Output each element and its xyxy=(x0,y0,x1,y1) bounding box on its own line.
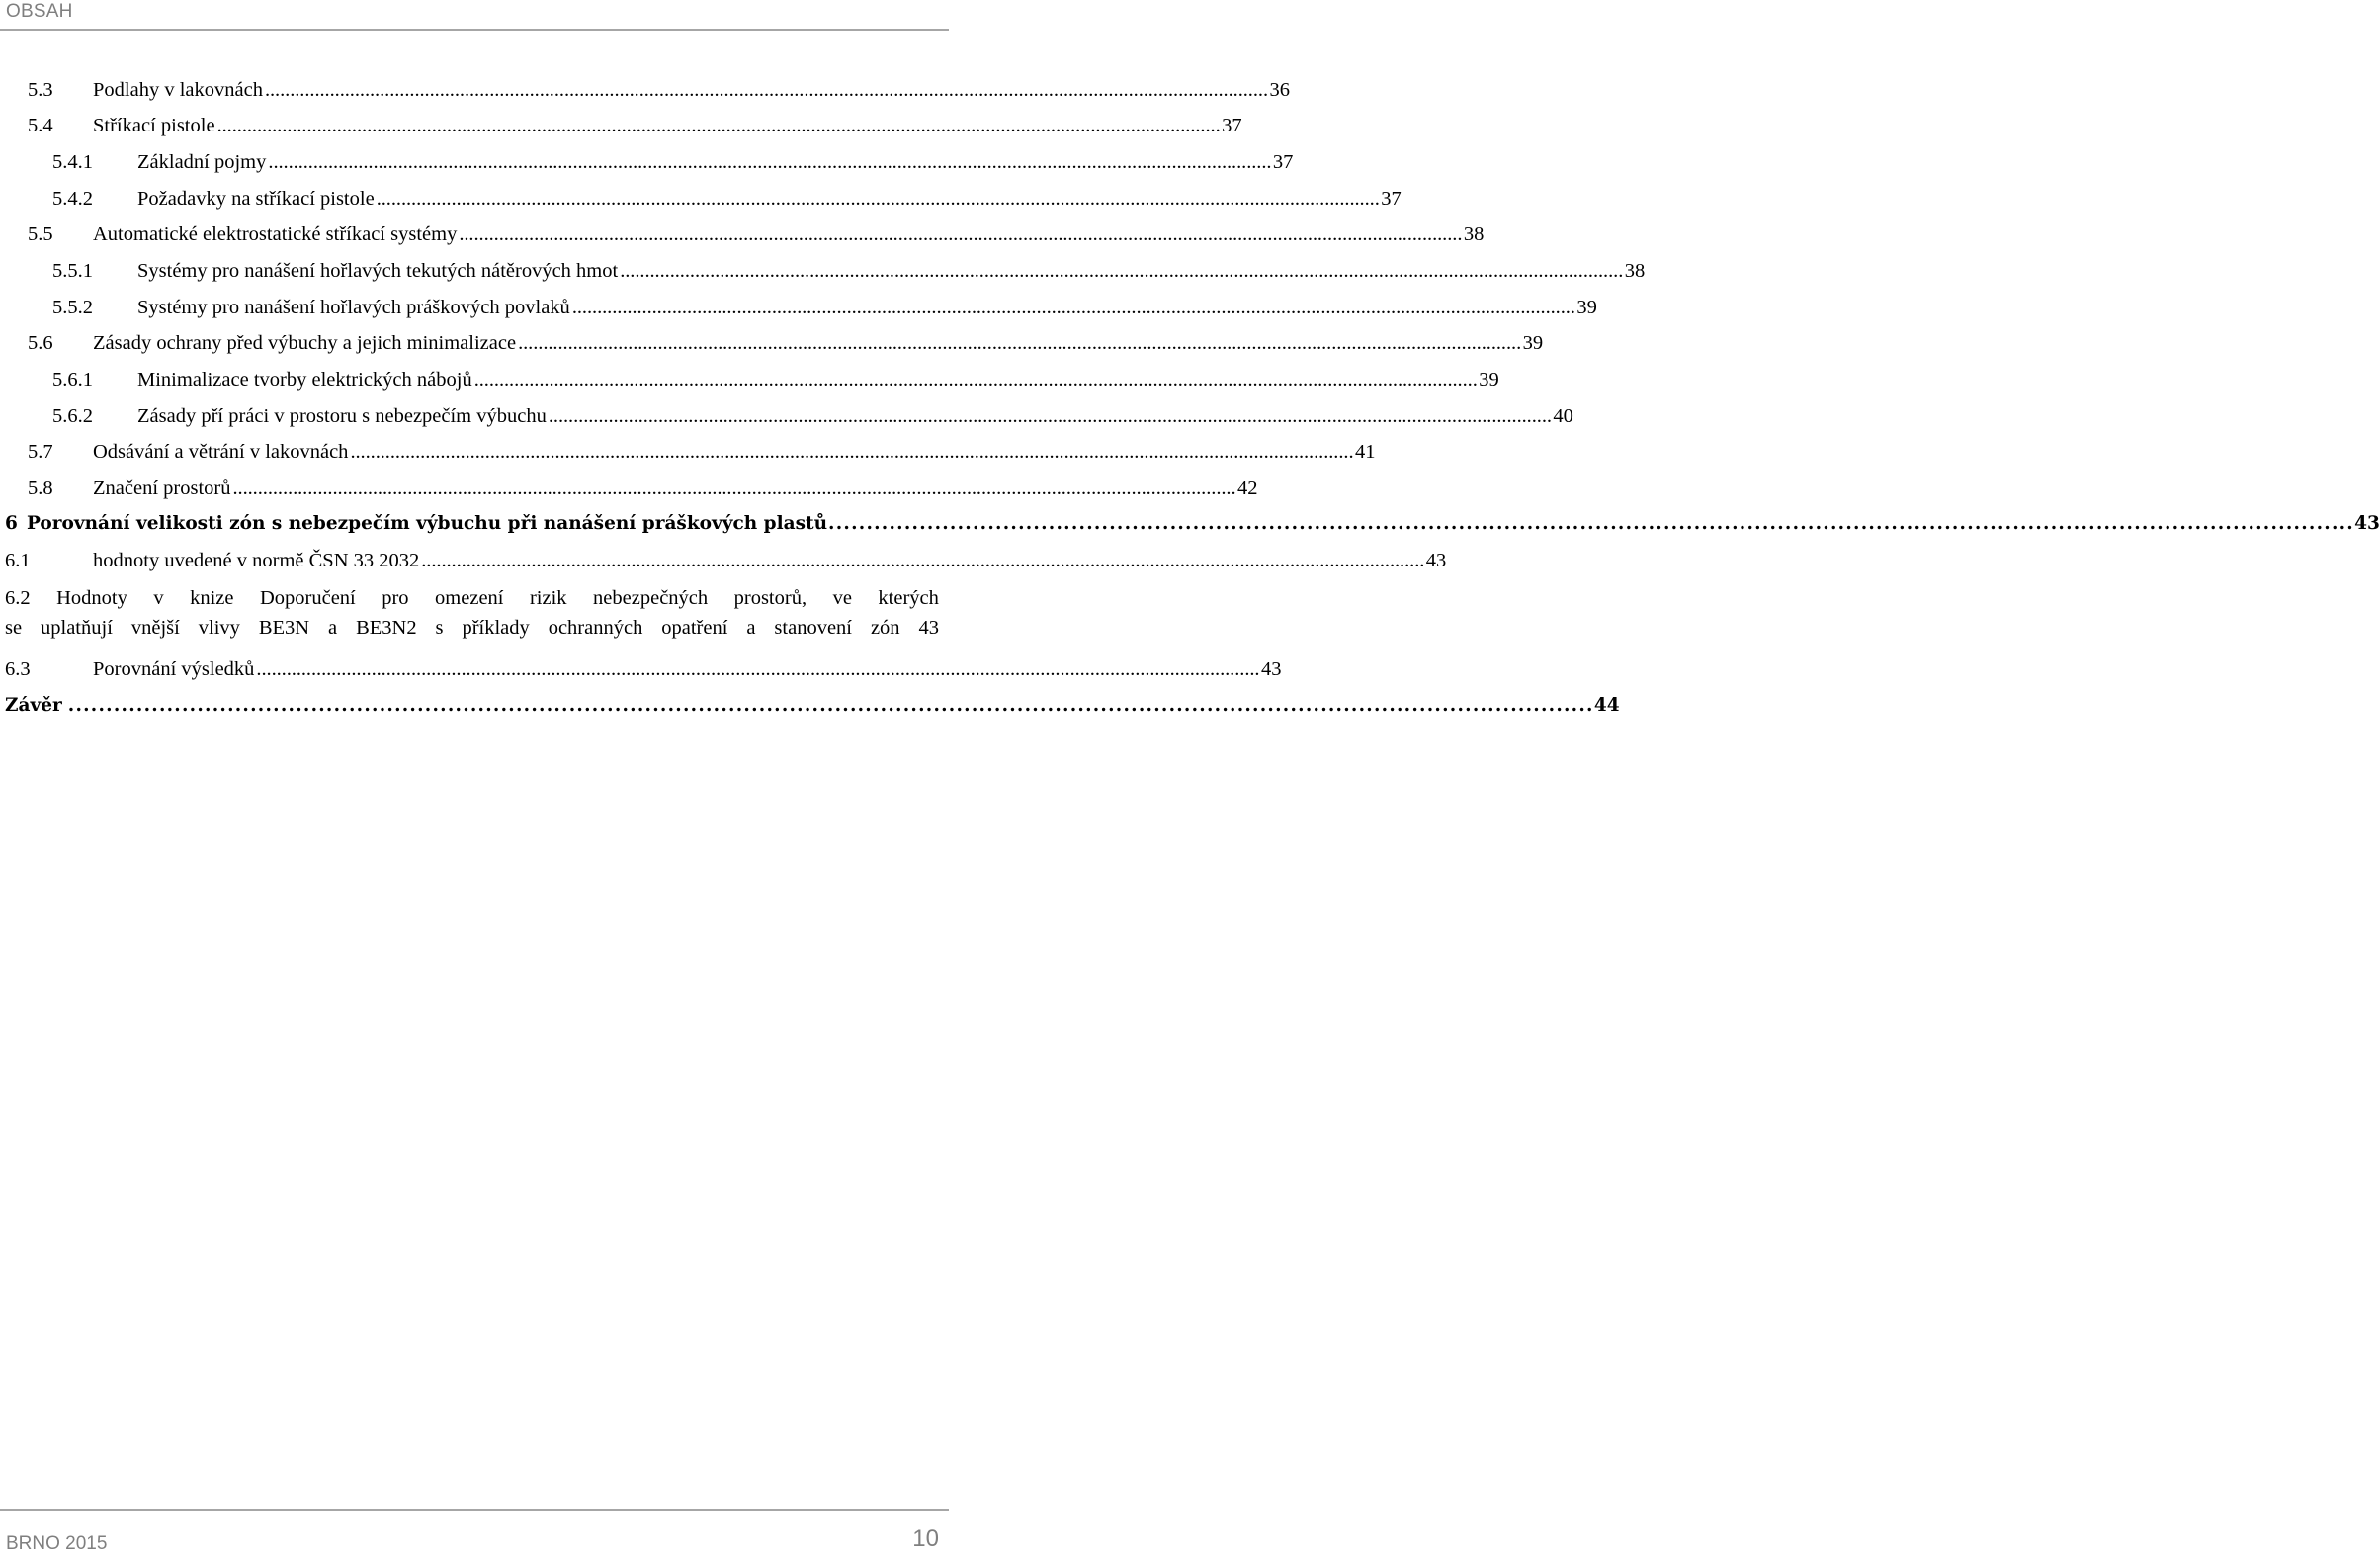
toc-page: 44 xyxy=(1593,695,1620,716)
toc-page: 41 xyxy=(1354,441,1376,463)
toc-number: 5.5.2 xyxy=(52,297,93,318)
toc-word: omezení xyxy=(435,587,504,609)
toc-title: Porovnání velikosti zón s nebezpečím výbuchu při nanášení práškových plastů xyxy=(27,513,828,534)
toc-number: 5.4.1 xyxy=(52,151,93,173)
toc-leader xyxy=(572,293,1573,322)
toc-entry-5-6-1[interactable] xyxy=(52,365,1499,394)
toc-page: 43 xyxy=(1260,658,1282,680)
toc-word: vnější xyxy=(130,617,180,639)
toc-page: 43 xyxy=(2354,513,2380,534)
toc-entry-line-2 xyxy=(5,613,939,643)
toc-entry-zaver[interactable] xyxy=(5,691,1620,721)
toc-word: BE3N2 xyxy=(356,617,417,639)
toc-leader xyxy=(421,546,1422,575)
footer-place-year: BRNO 2015 xyxy=(6,1533,108,1554)
toc-page: 39 xyxy=(1479,369,1499,391)
toc-word: prostorů, xyxy=(733,587,808,609)
toc-title: Systémy pro nanášení hořlavých tekutých nátěrových hmot xyxy=(137,260,619,282)
toc-entry-5-5-1[interactable] xyxy=(52,256,1646,286)
toc-word: a xyxy=(328,617,338,639)
toc-number: 6 xyxy=(5,513,18,534)
toc-title: Automatické elektrostatické stříkací systémy xyxy=(93,223,458,245)
toc-title: Stříkací pistole xyxy=(93,115,215,136)
toc-page: 37 xyxy=(1381,188,1402,210)
toc-number: 6.3 xyxy=(5,658,31,680)
toc-word: uplatňují xyxy=(41,617,113,639)
toc-word: ve xyxy=(832,587,852,609)
toc-leader xyxy=(549,401,1550,431)
toc-page: 43 xyxy=(918,617,939,639)
toc-title: Zásady ochrany před výbuchy a jejich minimalizace xyxy=(93,332,517,354)
toc-number: 5.7 xyxy=(28,441,53,463)
toc-page: 37 xyxy=(1222,115,1242,136)
toc-leader xyxy=(474,365,1476,394)
toc-number: 5.4 xyxy=(28,115,53,136)
toc-number: 5.8 xyxy=(28,478,53,499)
toc-leader xyxy=(350,437,1351,467)
toc-title: Odsávání a větrání v lakovnách xyxy=(93,441,349,463)
toc-title: Podlahy v lakovnách xyxy=(93,79,263,101)
toc-word: pro xyxy=(382,587,409,609)
toc-page: 40 xyxy=(1553,405,1573,427)
toc-word: knize xyxy=(190,587,234,609)
toc-title: Základní pojmy xyxy=(137,151,267,173)
toc-entry-6-3[interactable] xyxy=(5,654,1282,684)
toc-entry-5-5-2[interactable] xyxy=(52,293,1597,322)
toc-entry-5-4-2[interactable] xyxy=(52,184,1402,214)
footer-page-number: 10 xyxy=(912,1525,939,1552)
toc-page: 36 xyxy=(1269,79,1290,101)
toc-word: příklady xyxy=(462,617,530,639)
toc-entry-5-4[interactable] xyxy=(28,111,1242,140)
toc-page: 37 xyxy=(1272,151,1294,173)
toc-number: 5.6.1 xyxy=(52,369,93,391)
header-rule xyxy=(0,29,949,31)
toc-number: 6.2 xyxy=(5,587,31,609)
toc-title: Zásady pří práci v prostoru s nebezpečím výbuchu xyxy=(137,405,547,427)
toc-number: 5.6 xyxy=(28,332,53,354)
toc-leader xyxy=(828,509,2350,539)
toc-word: nebezpečných xyxy=(593,587,709,609)
toc-entry-5-5[interactable] xyxy=(28,219,1485,249)
toc-number: 6.1 xyxy=(5,550,31,571)
toc-page: 39 xyxy=(1522,332,1544,354)
toc-leader xyxy=(256,654,1257,684)
toc-word: a xyxy=(746,617,756,639)
toc-word: Doporučení xyxy=(259,587,356,609)
toc-word: se xyxy=(5,617,23,639)
toc-page: 42 xyxy=(1237,478,1258,499)
toc-entry-6-2[interactable] xyxy=(5,583,939,643)
toc-entry-6-1[interactable] xyxy=(5,546,1447,575)
toc-word: vlivy xyxy=(198,617,240,639)
toc-word: v xyxy=(153,587,164,609)
toc-word: zón xyxy=(870,617,900,639)
toc-leader xyxy=(377,184,1378,214)
toc-number: 5.6.2 xyxy=(52,405,93,427)
toc-entry-line-1 xyxy=(5,583,939,613)
toc-word: BE3N xyxy=(258,617,310,639)
toc-leader xyxy=(518,328,1519,358)
toc-leader xyxy=(217,111,1219,140)
toc-word: rizik xyxy=(529,587,567,609)
toc-page: 39 xyxy=(1576,297,1597,318)
toc-title: Porovnání výsledků xyxy=(93,658,255,680)
toc-word: kterých xyxy=(878,587,939,609)
toc-leader xyxy=(620,256,1621,286)
toc-entry-5-7[interactable] xyxy=(28,437,1376,467)
toc-word: stanovení xyxy=(774,617,852,639)
toc-entry-5-4-1[interactable] xyxy=(52,147,1294,177)
toc-word: Hodnoty xyxy=(56,587,128,609)
toc-leader xyxy=(265,75,1266,105)
toc-number: 5.4.2 xyxy=(52,188,93,210)
toc-entry-6[interactable] xyxy=(5,509,2380,539)
toc-number: 5.3 xyxy=(28,79,53,101)
toc-word: s xyxy=(435,617,444,639)
toc-leader xyxy=(459,219,1460,249)
toc-entry-5-6[interactable] xyxy=(28,328,1544,358)
toc-title: hodnoty uvedené v normě ČSN 33 2032 xyxy=(93,550,420,571)
toc-word: ochranných xyxy=(548,617,643,639)
toc-title: Značení prostorů xyxy=(93,478,231,499)
toc-page: 38 xyxy=(1463,223,1485,245)
toc-page: 38 xyxy=(1624,260,1646,282)
toc-title: Požadavky na stříkací pistole xyxy=(137,188,375,210)
toc-word: opatření xyxy=(661,617,728,639)
toc-leader xyxy=(68,691,1590,721)
header-title: OBSAH xyxy=(6,1,73,22)
footer-rule xyxy=(0,1509,949,1511)
page-header xyxy=(0,0,949,34)
toc-title: Minimalizace tvorby elektrických nábojů xyxy=(137,369,472,391)
toc-page: 43 xyxy=(1425,550,1447,571)
toc-number: 5.5.1 xyxy=(52,260,93,282)
toc-entry-5-3[interactable] xyxy=(28,75,1290,105)
toc-leader xyxy=(232,474,1233,503)
toc-number: 5.5 xyxy=(28,223,53,245)
toc-leader xyxy=(268,147,1269,177)
toc-title: Závěr xyxy=(5,695,62,716)
toc-entry-5-6-2[interactable] xyxy=(52,401,1573,431)
toc-entry-5-8[interactable] xyxy=(28,474,1258,503)
toc-title: Systémy pro nanášení hořlavých práškových povlaků xyxy=(137,297,570,318)
